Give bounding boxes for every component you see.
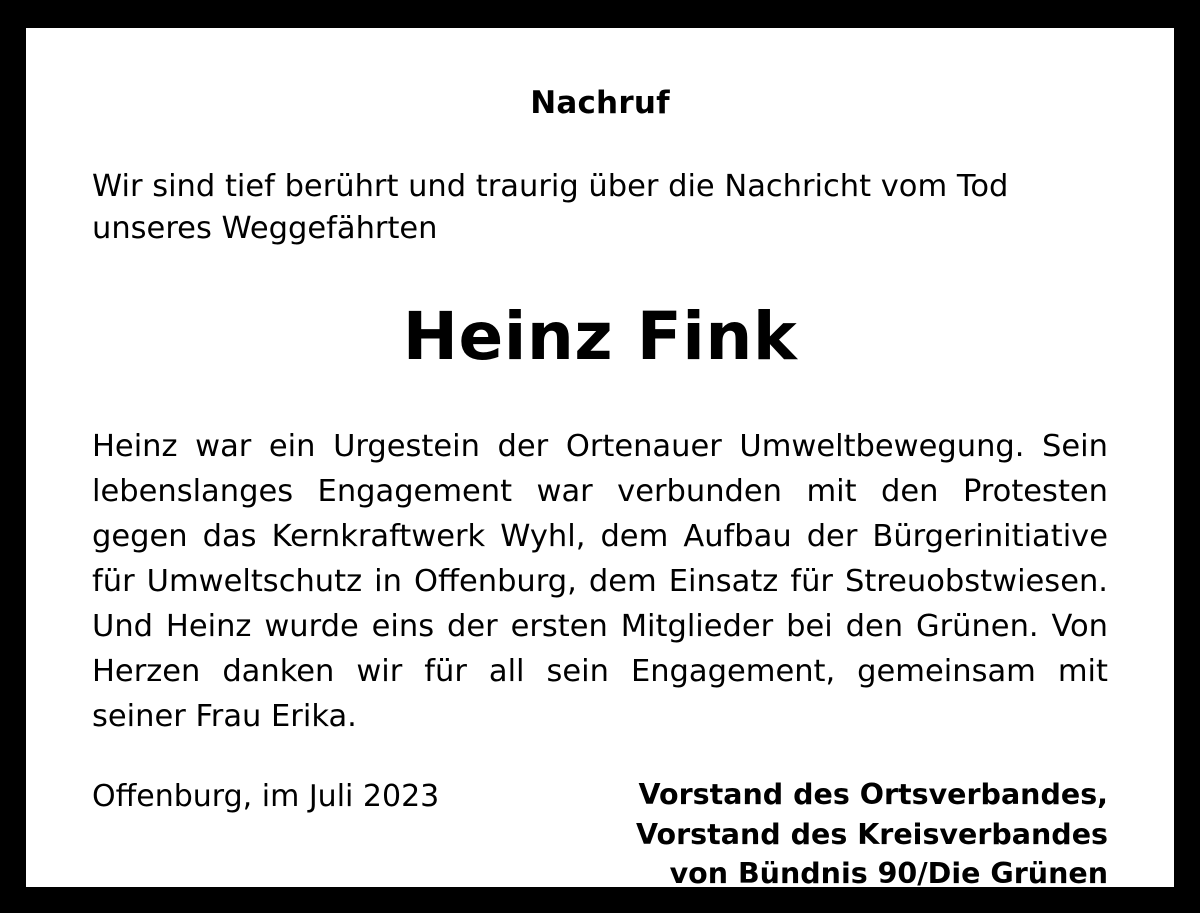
- obituary-body-text: Heinz war ein Urgestein der Ortenauer Umweltbewegung. Sein lebenslanges Engagement war verbunden mit den Protesten gegen das Kernkraftwerk Wyhl, dem Aufbau der Bürgerinitiative für Umweltschutz in Offenburg, dem Einsatz für Streuobstwiesen. Und Heinz wurde eins der ersten Mitglieder bei den Grünen. Von Herzen danken wir für all sein Engagement, gemeinsam mit seiner Frau Erika.: [92, 428, 1108, 735]
- obituary-card: [26, 28, 1174, 891]
- signature-line-2: Vorstand des Kreisverbandes: [636, 817, 1108, 851]
- signature-line-1: Vorstand des Ortsverbandes,: [638, 778, 1108, 812]
- place-and-date: Offenburg, im Juli 2023: [92, 779, 440, 815]
- obituary-intro-text: Wir sind tief berührt und traurig über die Nachricht vom Tod unseres Weggefährten: [92, 169, 1009, 247]
- signature-block: [636, 775, 1108, 893]
- obituary-footer: [92, 739, 1108, 893]
- signature-line-3: von Bündnis 90/Die Grünen: [669, 857, 1108, 891]
- deceased-name: Heinz Fink: [402, 298, 798, 376]
- obituary-heading: Nachruf: [530, 85, 670, 121]
